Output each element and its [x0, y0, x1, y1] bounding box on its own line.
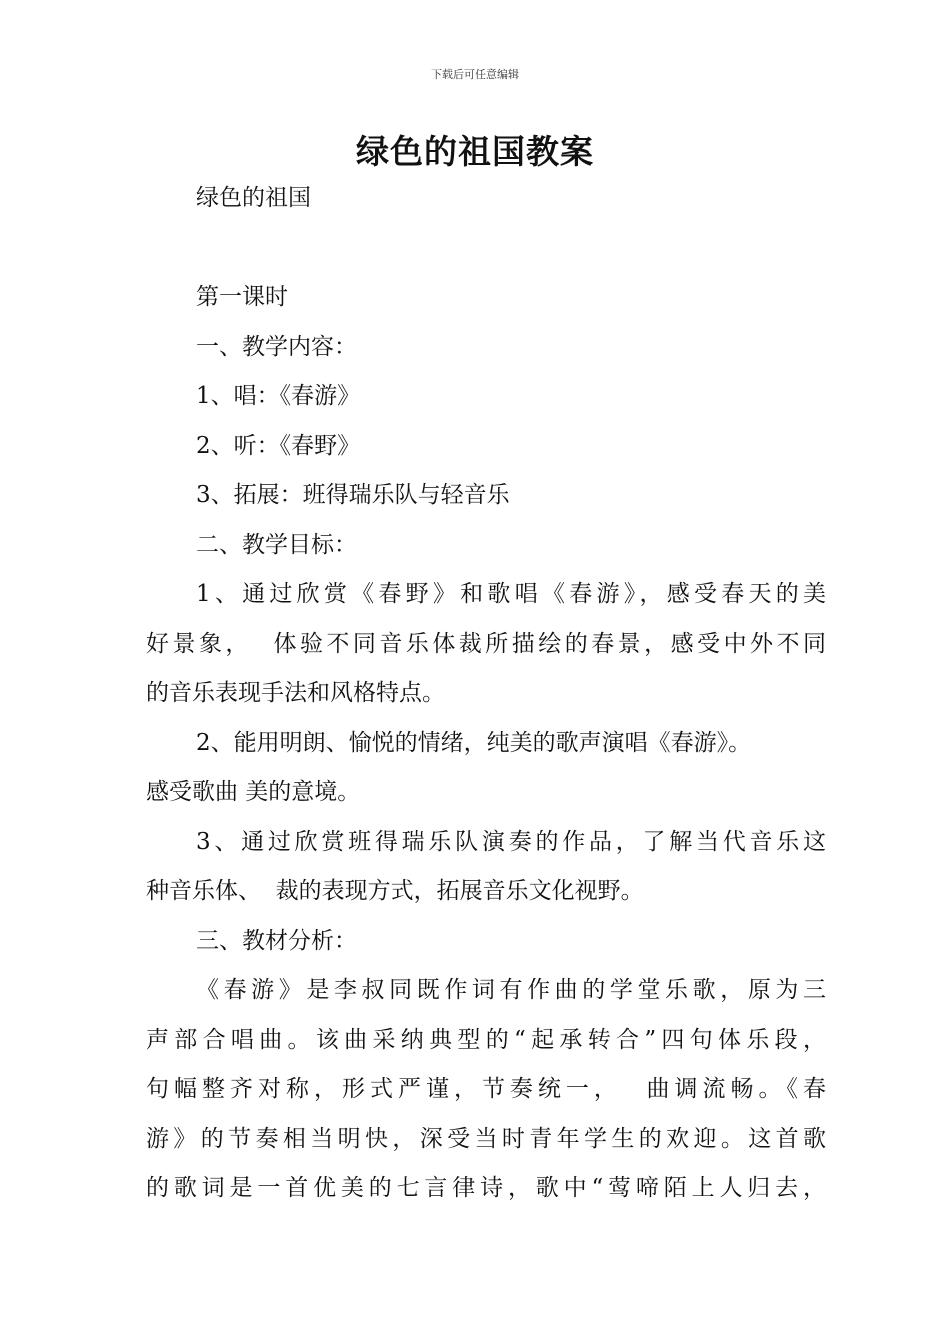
section-heading-goals: 二、教学目标：: [196, 531, 357, 558]
goal-2-line: 感受歌曲 美的意境。: [146, 779, 361, 805]
goal-1-line: 好景象， 体验不同音乐体裁所描绘的春景，感受中外不同: [146, 630, 826, 657]
analysis-line: 游》的节奏相当明快，深受当时青年学生的欢迎。这首歌: [146, 1125, 826, 1152]
section-heading-content: 一、教学内容：: [196, 333, 357, 360]
header-note: 下载后可任意编辑: [431, 68, 519, 81]
content-item: 1、唱：《春游》: [196, 383, 361, 409]
analysis-line: 声部合唱曲。该曲采纳典型的“起承转合”四句体乐段，: [146, 1026, 826, 1053]
analysis-line: 《春游》是李叔同既作词有作曲的学堂乐歌，原为三: [196, 977, 826, 1003]
goal-3-line: 3、通过欣赏班得瑞乐队演奏的作品，了解当代音乐这: [196, 828, 826, 855]
goal-1-line: 1、通过欣赏《春野》和歌唱《春游》，感受春天的美: [196, 581, 826, 607]
analysis-line: 的歌词是一首优美的七言律诗，歌中“莺啼陌上人归去，: [146, 1175, 826, 1201]
content-item: 3、拓展：班得瑞乐队与轻音乐: [196, 482, 510, 508]
goal-2-line: 2、能用明朗、愉悦的情绪，纯美的歌声演唱《春游》。: [196, 729, 752, 756]
subtitle: 绿色的祖国: [196, 185, 311, 211]
goal-3-line: 种音乐体、 裁的表现方式，拓展音乐文化视野。: [146, 878, 644, 904]
document-body: [146, 174, 826, 1214]
lesson-label: 第一课时: [196, 284, 288, 310]
analysis-line: 句幅整齐对称，形式严谨，节奏统一， 曲调流畅。《春: [146, 1076, 826, 1102]
section-heading-analysis: 三、教材分析：: [196, 927, 357, 954]
blank-line: [146, 224, 826, 274]
document-title: 绿色的祖国教案: [356, 132, 594, 171]
content-item: 2、听：《春野》: [196, 432, 361, 459]
goal-1-line: 的音乐表现手法和风格特点。: [146, 680, 445, 706]
